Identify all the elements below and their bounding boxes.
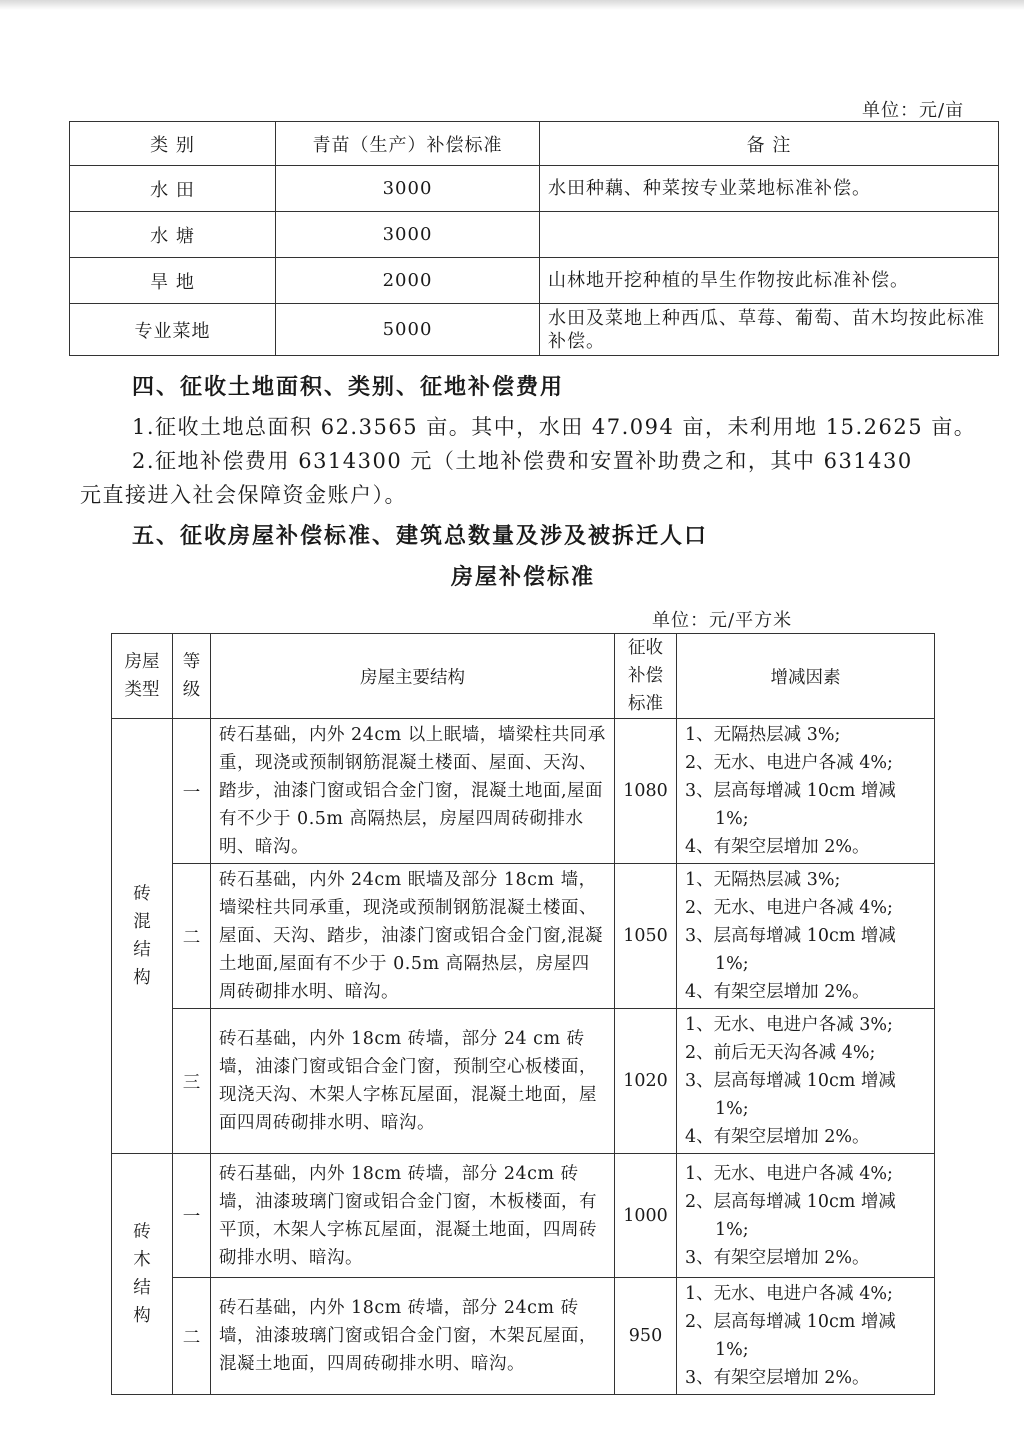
table-header-row: [112, 634, 935, 719]
factor-item: 4、有架空层增加 2%。: [685, 1127, 870, 1147]
factor-item: 4、有架空层增加 2%。: [685, 837, 870, 857]
factor-item: 2、无水、电进户各减 4%;: [685, 753, 893, 773]
factor-item: 1%;: [715, 1340, 749, 1360]
table1-unit-label: 单位：元/亩: [862, 100, 965, 121]
factor-item: 1%;: [715, 1219, 749, 1240]
header-factors: 增减因素: [677, 634, 935, 719]
section5-heading: 五、征收房屋补偿标准、建筑总数量及涉及被拆迁人口: [132, 523, 709, 549]
factor-item: 1、无隔热层减 3%;: [685, 725, 841, 745]
header-standard: 征收补偿标准: [615, 634, 677, 719]
standard-cell: 2000: [276, 258, 540, 304]
structure-cell: 砖石基础，内外 18cm 砖墙，部分 24 cm 砖墙，油漆门窗或铝合金门窗，预制空心板楼面，现浇天沟、木架人字栋瓦屋面，混凝土地面，屋面四周砖砌排水明、暗沟。: [211, 1009, 615, 1154]
header-category: 类 别: [70, 122, 276, 166]
crop-compensation-table: [69, 121, 999, 356]
factors-cell: [677, 864, 935, 1009]
table2-unit-label: 单位：元/平方米: [652, 610, 793, 631]
header-standard: 青苗（生产）补偿标准: [276, 122, 540, 166]
factor-item: 1、无隔热层减 3%;: [685, 870, 841, 890]
section4-heading: 四、征收土地面积、类别、征地补偿费用: [132, 374, 565, 400]
section4-para2-line1: 2.征地补偿费用 6314300 元（土地补偿费和安置补助费之和，其中 631430: [132, 449, 913, 473]
factor-item: 2、无水、电进户各减 4%;: [685, 898, 893, 918]
factor-item: 1%;: [715, 954, 749, 974]
standard-cell: 1020: [615, 1009, 677, 1154]
table-row: [70, 258, 999, 304]
factors-cell: [677, 1154, 935, 1278]
standard-cell: 5000: [276, 304, 540, 356]
table-row: [112, 1009, 935, 1154]
factors-cell: [677, 1278, 935, 1395]
header-house-type: 房屋类型: [112, 634, 173, 719]
standard-cell: 3000: [276, 212, 540, 258]
house-type-cell: 砖木结构: [112, 1154, 173, 1395]
standard-cell: 1080: [615, 719, 677, 864]
house-type-cell: 砖混结构: [112, 719, 173, 1154]
section4-para2-line2: 元直接进入社会保障资金账户）。: [80, 483, 407, 507]
standard-cell: 1050: [615, 864, 677, 1009]
standard-cell: 3000: [276, 166, 540, 212]
factors-cell: [677, 719, 935, 864]
header-structure: 房屋主要结构: [211, 634, 615, 719]
note-cell: 山林地开挖种植的旱生作物按此标准补偿。: [540, 258, 999, 304]
category-cell: 专业菜地: [70, 304, 276, 356]
standard-cell: 1000: [615, 1154, 677, 1278]
grade-cell: 二: [173, 864, 211, 1009]
structure-cell: 砖石基础，内外 18cm 砖墙，部分 24cm 砖墙，油漆玻璃门窗或铝合金门窗，木板楼面，有平顶，木架人字栋瓦屋面，混凝土地面，四周砖砌排水明、暗沟。: [211, 1154, 615, 1278]
factor-item: 4、有架空层增加 2%。: [685, 982, 870, 1002]
housing-compensation-table: [111, 633, 935, 1395]
factor-item: 2、前后无天沟各减 4%;: [685, 1043, 876, 1063]
housing-table-title: 房屋补偿标准: [450, 564, 595, 590]
category-cell: 水 塘: [70, 212, 276, 258]
scan-edge-shadow: [0, 0, 1024, 10]
factor-item: 3、有架空层增加 2%。: [685, 1368, 870, 1388]
table-row: [112, 864, 935, 1009]
grade-cell: 一: [173, 719, 211, 864]
table-row: [112, 719, 935, 864]
category-cell: 旱 地: [70, 258, 276, 304]
factor-item: 1、无水、电进户各减 4%;: [685, 1284, 893, 1304]
header-note: 备 注: [540, 122, 999, 166]
factor-item: 3、层高每增减 10cm 增减: [685, 926, 896, 946]
factor-item: 1%;: [715, 1099, 749, 1119]
factor-item: 1、无水、电进户各减 3%;: [685, 1015, 893, 1035]
table-row: [112, 1154, 935, 1278]
note-cell: 水田种藕、种菜按专业菜地标准补偿。: [540, 166, 999, 212]
category-cell: 水 田: [70, 166, 276, 212]
header-grade: 等级: [173, 634, 211, 719]
factor-item: 2、层高每增减 10cm 增减: [685, 1191, 896, 1212]
factor-item: 3、层高每增减 10cm 增减: [685, 1071, 896, 1091]
grade-cell: 三: [173, 1009, 211, 1154]
factor-item: 1、无水、电进户各减 4%;: [685, 1163, 893, 1184]
note-cell: [540, 212, 999, 258]
standard-cell: 950: [615, 1278, 677, 1395]
factor-item: 3、层高每增减 10cm 增减: [685, 781, 896, 801]
table-row: [112, 1278, 935, 1395]
structure-cell: 砖石基础，内外 24cm 以上眠墙，墙梁柱共同承重，现浇或预制钢筋混凝土楼面、屋面、天沟、踏步，油漆门窗或铝合金门窗，混凝土地面,屋面有不少于 0.5m 高隔热层，房屋四周砖砌排水明、暗沟。: [211, 719, 615, 864]
grade-cell: 一: [173, 1154, 211, 1278]
factors-cell: [677, 1009, 935, 1154]
table-header-row: [70, 122, 999, 166]
factor-item: 3、有架空层增加 2%。: [685, 1247, 870, 1268]
section4-para1: 1.征收土地总面积 62.3565 亩。其中，水田 47.094 亩，未利用地 15.2625 亩。: [132, 415, 977, 439]
table-row: [70, 304, 999, 356]
table-row: [70, 166, 999, 212]
structure-cell: 砖石基础，内外 18cm 砖墙，部分 24cm 砖墙，油漆玻璃门窗或铝合金门窗，木架瓦屋面，混凝土地面，四周砖砌排水明、暗沟。: [211, 1278, 615, 1395]
grade-cell: 二: [173, 1278, 211, 1395]
note-cell: 水田及菜地上种西瓜、草莓、葡萄、苗木均按此标准补偿。: [540, 304, 999, 356]
factor-item: 2、层高每增减 10cm 增减: [685, 1312, 896, 1332]
factor-item: 1%;: [715, 809, 749, 829]
table-row: [70, 212, 999, 258]
structure-cell: 砖石基础，内外 24cm 眠墙及部分 18cm 墙，墙梁柱共同承重，现浇或预制钢筋混凝土楼面、屋面、天沟、踏步，油漆门窗或铝合金门窗,混凝土地面,屋面有不少于 0.5m 高隔热层，房屋四周砖砌排水明、暗沟。: [211, 864, 615, 1009]
